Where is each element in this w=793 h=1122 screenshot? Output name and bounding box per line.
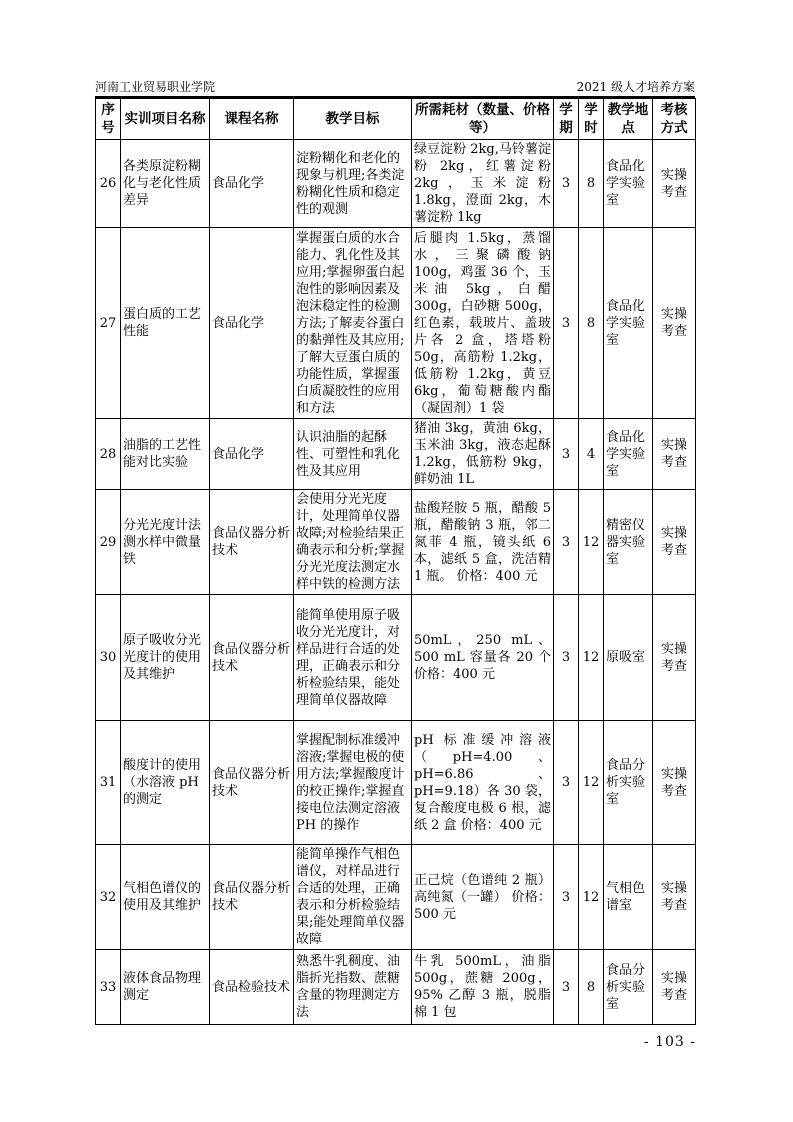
school-name: 河南工业贸易职业学院	[95, 80, 216, 94]
page-number: - 103 -	[643, 1034, 696, 1050]
cell-term: 3	[554, 140, 579, 228]
cell-hours: 8	[579, 950, 604, 1025]
cell-item: 气相色谱仪的使用及其维护	[121, 845, 210, 950]
cell-goal: 掌握蛋白质的水合能力、乳化性及其应用;掌握卵蛋白起泡性的影响因素及泡沫稳定性的检测方法;了解麦谷蛋白的黏弹性及其应用;了解大豆蛋白质的功能性质，掌握蛋白质凝胶性的应用和方法	[294, 228, 412, 419]
cell-place: 食品化学实验室	[604, 419, 653, 490]
cell-course: 食品化学	[210, 140, 294, 228]
cell-materials: 正己烷（色谱纯 2 瓶）高纯氮（一罐） 价格：500 元	[412, 845, 554, 950]
cell-place: 食品分析实验室	[604, 721, 653, 845]
cell-item: 蛋白质的工艺性能	[121, 228, 210, 419]
cell-item: 油脂的工艺性能对比实验	[121, 419, 210, 490]
cell-place: 精密仪器实验室	[604, 490, 653, 595]
cell-hours: 8	[579, 140, 604, 228]
cell-place: 原吸室	[604, 595, 653, 721]
table-row	[96, 595, 696, 721]
cell-exam: 实操考查	[653, 490, 696, 595]
cell-no: 26	[96, 140, 121, 228]
header-item: 实训项目名称	[121, 99, 210, 140]
cell-term: 3	[554, 490, 579, 595]
cell-place: 气相色谱室	[604, 845, 653, 950]
cell-place: 食品分析实验室	[604, 950, 653, 1025]
cell-materials: 绿豆淀粉 2kg,马铃薯淀粉 2kg，红薯淀粉 2kg，玉米淀粉 1.8kg，澄面 2kg，木薯淀粉 1kg	[412, 140, 554, 228]
cell-term: 3	[554, 595, 579, 721]
cell-goal: 熟悉牛乳稠度、油脂折光指数、蔗糖含量的物理测定方法	[294, 950, 412, 1025]
cell-no: 32	[96, 845, 121, 950]
cell-hours: 12	[579, 490, 604, 595]
header-goal: 教学目标	[294, 99, 412, 140]
cell-materials: 猪油 3kg，黄油 6kg，玉米油 3kg，液态起酥 1.2kg，低筋粉 9kg，鲜奶油 1L	[412, 419, 554, 490]
cell-materials: 牛乳 500mL，油脂 500g，蔗糖 200g，95% 乙醇 3 瓶，脱脂棉 1 包	[412, 950, 554, 1025]
page-header	[95, 78, 695, 96]
header-term: 学期	[554, 99, 579, 140]
cell-hours: 8	[579, 228, 604, 419]
cell-materials: 50mL，250 mL、500 mL 容量各 20 个 价格：400 元	[412, 595, 554, 721]
cell-goal: 认识油脂的起酥性、可塑性和乳化性及其应用	[294, 419, 412, 490]
cell-course: 食品化学	[210, 228, 294, 419]
cell-term: 3	[554, 845, 579, 950]
cell-course: 食品仪器分析技术	[210, 845, 294, 950]
cell-materials: 盐酸羟胺 5 瓶，醋酸 5 瓶，醋酸钠 3 瓶，邻二氮菲 4 瓶，镜头纸 6 本，滤纸 5 盒，洗洁精 1 瓶。 价格：400 元	[412, 490, 554, 595]
table-row	[96, 845, 696, 950]
cell-exam: 实操考查	[653, 228, 696, 419]
cell-hours: 12	[579, 721, 604, 845]
cell-exam: 实操考查	[653, 845, 696, 950]
cell-no: 33	[96, 950, 121, 1025]
cell-term: 3	[554, 228, 579, 419]
cell-item: 分光光度计法测水样中微量铁	[121, 490, 210, 595]
header-no: 序号	[96, 99, 121, 140]
cell-exam: 实操考查	[653, 140, 696, 228]
cell-exam: 实操考查	[653, 595, 696, 721]
table-row	[96, 419, 696, 490]
cell-exam: 实操考查	[653, 950, 696, 1025]
header-place: 教学地点	[604, 99, 653, 140]
cell-goal: 能简单使用原子吸收分光光度计，对样品进行合适的处理，正确表示和分析检验结果，能处理简单仪器故障	[294, 595, 412, 721]
cell-goal: 掌握配制标准缓冲溶液;掌握电极的使用方法;掌握酸度计的校正操作;掌握直接电位法测定溶液 PH 的操作	[294, 721, 412, 845]
table-row	[96, 490, 696, 595]
cell-place: 食品化学实验室	[604, 228, 653, 419]
cell-no: 31	[96, 721, 121, 845]
header-materials: 所需耗材（数量、价格等）	[412, 99, 554, 140]
cell-hours: 12	[579, 845, 604, 950]
cell-hours: 12	[579, 595, 604, 721]
cell-place: 食品化学实验室	[604, 140, 653, 228]
cell-course: 食品仪器分析技术	[210, 595, 294, 721]
cell-hours: 4	[579, 419, 604, 490]
cell-course: 食品仪器分析技术	[210, 490, 294, 595]
cell-no: 30	[96, 595, 121, 721]
cell-course: 食品检验技术	[210, 950, 294, 1025]
table-row	[96, 950, 696, 1025]
cell-no: 28	[96, 419, 121, 490]
cell-exam: 实操考查	[653, 721, 696, 845]
cell-exam: 实操考查	[653, 419, 696, 490]
cell-no: 27	[96, 228, 121, 419]
cell-term: 3	[554, 721, 579, 845]
table-row	[96, 228, 696, 419]
plan-title: 2021 级人才培养方案	[576, 80, 695, 94]
cell-goal: 能简单操作气相色谱仪，对样品进行合适的处理，正确表示和分析检验结果;能处理简单仪器故障	[294, 845, 412, 950]
cell-item: 原子吸收分光光度计的使用及其维护	[121, 595, 210, 721]
cell-item: 液体食品物理测定	[121, 950, 210, 1025]
cell-materials: pH 标准缓冲溶液（pH=4.00、pH=6.86、pH=9.18）各 30 袋，复合酸度电极 6 根，滤纸 2 盒 价格：400 元	[412, 721, 554, 845]
table-row	[96, 721, 696, 845]
header-exam: 考核方式	[653, 99, 696, 140]
cell-course: 食品化学	[210, 419, 294, 490]
training-table	[95, 98, 696, 1025]
table-row	[96, 140, 696, 228]
cell-term: 3	[554, 950, 579, 1025]
header-hours: 学时	[579, 99, 604, 140]
cell-term: 3	[554, 419, 579, 490]
cell-item: 各类原淀粉糊化与老化性质差异	[121, 140, 210, 228]
cell-course: 食品仪器分析技术	[210, 721, 294, 845]
cell-goal: 淀粉糊化和老化的现象与机理;各类淀粉糊化性质和稳定性的观测	[294, 140, 412, 228]
cell-no: 29	[96, 490, 121, 595]
cell-item: 酸度计的使用（水溶液 pH 的测定	[121, 721, 210, 845]
cell-materials: 后腿肉 1.5kg，蒸馏水，三聚磷酸钠 100g，鸡蛋 36 个，玉米油 5kg，白醋 300g，白砂糖 500g，红色素，载玻片、盖玻片各 2 盒，塔塔粉 50g，高筋粉 1.2kg，低筋粉 1.2kg，黄豆 6kg，葡萄糖酸内酯（凝固剂）1 袋	[412, 228, 554, 419]
table-header-row	[96, 99, 696, 140]
cell-goal: 会使用分光光度计，处理简单仪器故障;对检验结果正确表示和分析;掌握分光光度法测定水样中铁的检测方法	[294, 490, 412, 595]
header-course: 课程名称	[210, 99, 294, 140]
